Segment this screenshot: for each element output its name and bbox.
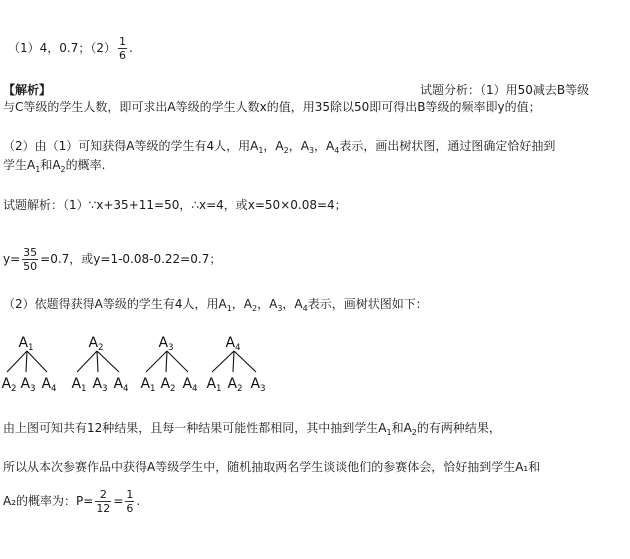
subscript: 2 xyxy=(252,304,258,313)
text-span: . xyxy=(136,494,141,508)
answer-text: （1）4，0.7；（2） xyxy=(8,41,116,55)
text-span: ，A xyxy=(288,139,309,153)
text-span: A₂的概率为：P= xyxy=(3,494,94,508)
text-span: 学生A xyxy=(3,158,36,172)
fraction-numerator: 1 xyxy=(126,488,134,501)
text-span: y= xyxy=(3,252,21,266)
solution-y-line xyxy=(3,246,221,273)
tree-branch xyxy=(167,351,188,372)
analysis-line4 xyxy=(3,157,105,173)
subscript: 3 xyxy=(277,304,283,313)
subscript: 4 xyxy=(302,304,308,313)
tree-leaf-node: $A_1$ xyxy=(206,376,222,394)
tree-branch xyxy=(212,351,234,372)
text-span: =0.7，或y=1-0.08-0.22=0.7； xyxy=(40,252,222,266)
text-span: ，A xyxy=(282,297,303,311)
text-span: ，A xyxy=(257,297,278,311)
text-span: 的有两种结果， xyxy=(416,421,501,435)
tree-leaf-node: $A_2$ xyxy=(160,376,176,394)
tree-branch xyxy=(234,351,256,372)
fraction-denominator: 50 xyxy=(23,260,38,273)
tree-leaf-node: $A_3$ xyxy=(92,376,108,394)
text-span: （2）依题得获得A等级的学生有4人，用A xyxy=(3,297,227,311)
subscript: 1 xyxy=(35,165,41,174)
y-fraction xyxy=(22,246,38,273)
analysis-line1: 试题分析：（1）用50减去B等级 xyxy=(420,83,590,97)
fraction-numerator: 1 xyxy=(119,35,126,48)
tree-branch xyxy=(146,351,167,372)
tree-leaf-node: $A_2$ xyxy=(227,376,243,394)
solution-line1: 试题解析：（1）∵x+35+11=50，∴x=4，或x=50×0.08=4； xyxy=(3,198,347,212)
analysis-line3 xyxy=(3,138,555,154)
answer-end: . xyxy=(129,41,133,55)
tree-root-node: $A_3$ xyxy=(158,335,174,353)
text-span: 和A xyxy=(40,158,61,172)
conclusion-line2: 所以从本次参赛作品中获得A等级学生中，随机抽取两名学生谈谈他们的参赛体会，恰好抽到学生A₁和 xyxy=(3,460,541,474)
tree-branch xyxy=(77,351,97,372)
text-span: 由上图可知共有12种结果，且每一种结果可能性都相同，其中抽到学生A xyxy=(3,421,387,435)
tree-branch xyxy=(26,351,27,372)
p-fraction-2 xyxy=(125,488,134,515)
text-span: ，A xyxy=(314,139,335,153)
tree-root-node: $A_2$ xyxy=(88,335,104,353)
tree-leaf-node: $A_3$ xyxy=(250,376,266,394)
tree-branch xyxy=(166,351,167,372)
text-span: 和A xyxy=(391,421,412,435)
subscript: 2 xyxy=(411,428,417,437)
tree-branch xyxy=(233,351,234,372)
analysis-header: 【解析】 xyxy=(3,83,52,97)
tree-leaf-node: $A_4$ xyxy=(182,376,198,394)
tree-diagram xyxy=(0,330,290,400)
conclusion-line1 xyxy=(3,420,501,436)
text-span: = xyxy=(113,494,124,508)
answer-line xyxy=(8,35,133,62)
tree-leaf-node: $A_4$ xyxy=(113,376,129,394)
tree-leaf-node: $A_2$ xyxy=(1,376,17,394)
tree-leaf-node: $A_1$ xyxy=(140,376,156,394)
tree-root-node: $A_4$ xyxy=(225,335,241,353)
tree-leaf-node: $A_1$ xyxy=(71,376,87,394)
subscript: 1 xyxy=(386,428,392,437)
subscript: 1 xyxy=(226,304,232,313)
tree-branch xyxy=(27,351,47,372)
fraction-numerator: 35 xyxy=(23,246,38,259)
tree-leaf-node: $A_4$ xyxy=(41,376,57,394)
subscript: 4 xyxy=(334,146,340,155)
text-span: 表示，画出树状图，通过图确定恰好抽到 xyxy=(339,139,556,153)
answer-fraction xyxy=(118,35,127,62)
tree-leaf-node: $A_3$ xyxy=(20,376,36,394)
subscript: 3 xyxy=(308,146,315,155)
tree-root-node: $A_1$ xyxy=(18,335,34,353)
tree-branch xyxy=(97,351,119,372)
text-span: 的概率. xyxy=(65,158,106,172)
conclusion-line3 xyxy=(3,488,140,515)
analysis-line2: 与C等级的学生人数，即可求出A等级的学生人数x的值，用35除以50即可得出B等级的频率即y的值； xyxy=(3,100,541,114)
subscript: 2 xyxy=(60,165,66,174)
tree-branch xyxy=(7,351,27,372)
fraction-denominator: 12 xyxy=(96,502,111,515)
fraction-denominator: 6 xyxy=(126,502,134,515)
subscript: 1 xyxy=(258,146,264,155)
text-span: 表示，画树状图如下： xyxy=(307,297,428,311)
text-span: ，A xyxy=(231,297,253,311)
subscript: 2 xyxy=(283,146,289,155)
fraction-numerator: 2 xyxy=(95,488,111,502)
solution-line3 xyxy=(3,296,428,312)
text-span: ，A xyxy=(263,139,284,153)
tree-branch xyxy=(97,351,98,372)
p-fraction-1 xyxy=(95,488,111,515)
text-span: （2）由（1）可知获得A等级的学生有4人，用A xyxy=(3,139,259,153)
fraction-denominator: 6 xyxy=(119,49,126,62)
